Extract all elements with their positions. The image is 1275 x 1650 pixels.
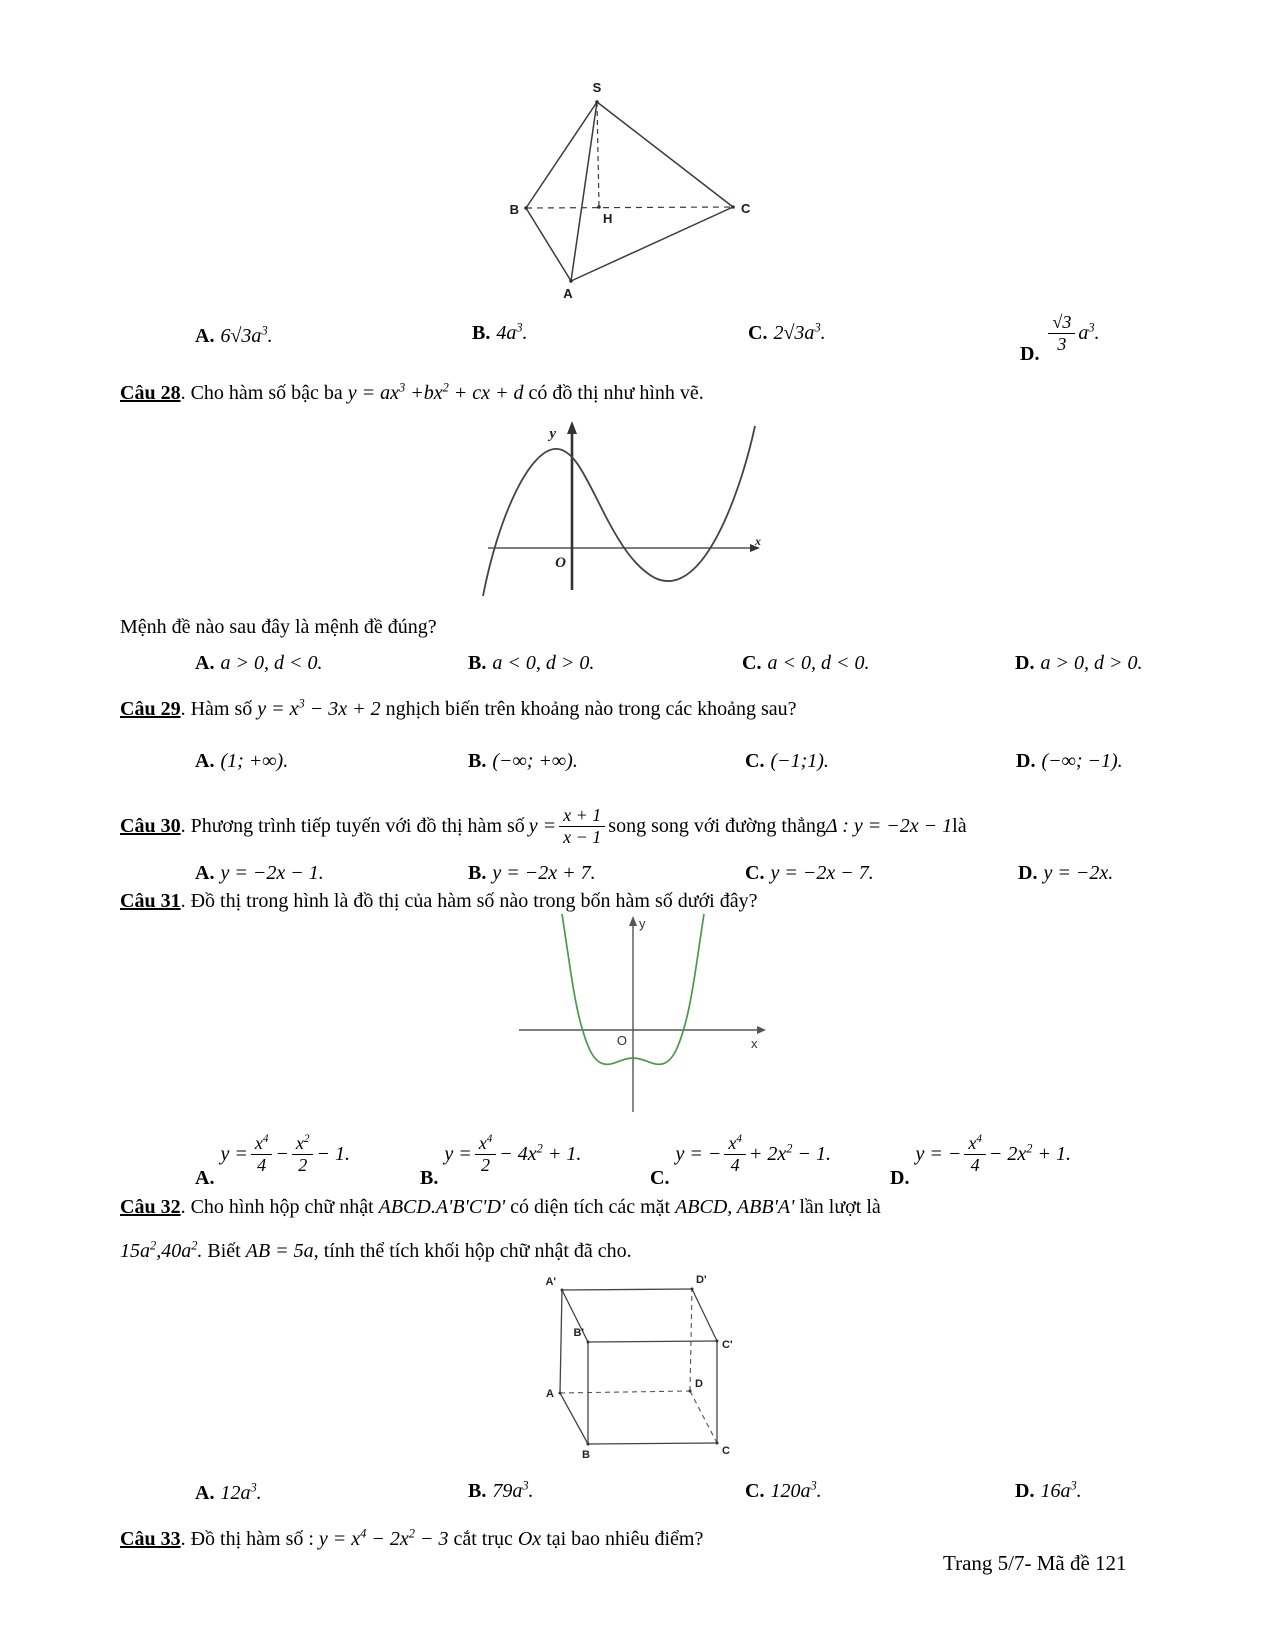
q32-option-c: C. $120a^3$. <box>745 1478 822 1502</box>
y-axis-arrow <box>567 421 577 434</box>
box-label-d: D <box>695 1378 703 1390</box>
fraction: $\frac{x^2}{2}$ <box>292 1133 314 1175</box>
quartic-graph-figure <box>505 912 775 1114</box>
fraction: $\frac{x^4}{4}$ <box>251 1133 273 1175</box>
q29-number: Câu 29 <box>120 698 181 720</box>
q28-option-b: B. a < 0, d > 0. <box>468 652 595 674</box>
q28-option-d: D. a > 0, d > 0. <box>1015 652 1143 674</box>
box-label-d1: D' <box>696 1274 707 1286</box>
q33-formula: $y = x^4 - 2x^2 - 3$ <box>318 1526 449 1550</box>
box-label-a1: A' <box>545 1276 556 1288</box>
q30-option-c: C. y = −2x − 7. <box>745 862 874 884</box>
pyramid-label-s: S <box>592 80 602 95</box>
quartic-y-label: y <box>639 916 646 931</box>
box-label-b: B <box>582 1449 590 1461</box>
box-dashed-edges <box>560 1289 717 1443</box>
q28-outro: có đồ thị như hình vẽ. <box>523 382 704 404</box>
q32-option-d: D. $16a^3$. <box>1015 1478 1082 1502</box>
q30-option-d: D. y = −2x. <box>1018 862 1114 884</box>
box-figure <box>512 1258 762 1463</box>
q29-option-d: D. (−∞; −1). <box>1016 750 1123 772</box>
pyramid-label-c: C <box>741 201 751 216</box>
q29-option-b: B. (−∞; +∞). <box>468 750 578 772</box>
box-vertex-dots <box>559 1288 719 1446</box>
q31-option-c: C. y = − $\frac{x^4}{4}$ + $2x^2 - 1$. <box>650 1132 831 1189</box>
q31-text: Câu 31. Đồ thị trong hình là đồ thị của hàm số nào trong bốn hàm số dưới đây? <box>120 890 758 912</box>
q30-text: Câu 30 . Phương trình tiếp tuyến với đồ thị hàm số y = $\frac{x + 1}{x - 1}$ song song với đường thẳng Δ : y = −2x − 1 là <box>120 804 967 847</box>
box-solid-edges <box>560 1289 717 1444</box>
q30-delta-line: Δ : y = −2x − 1 <box>825 814 953 837</box>
q28-text <box>120 382 704 405</box>
option-label: B. <box>472 322 491 344</box>
cubic-axes <box>488 430 750 590</box>
q29-text: Câu 29. Hàm số $y = x^3 - 3x + 2$ nghịch biến trên khoảng nào trong các khoảng sau? <box>120 696 797 720</box>
q27-option-b <box>472 322 528 345</box>
cubic-x-label: x <box>755 534 761 548</box>
q27-option-d <box>1020 300 1100 366</box>
fraction: $\frac{x + 1}{x - 1}$ <box>559 805 605 847</box>
option-label: C. <box>748 322 768 344</box>
quartic-origin-label: O <box>616 1033 627 1048</box>
q32-text-line2: $15a^2,40a^2$. Biết AB = 5a, tính thể tích khối hộp chữ nhật đã cho. <box>120 1238 632 1262</box>
q30-number: Câu 30 <box>120 814 181 837</box>
box-label-b1: B' <box>573 1327 584 1339</box>
option-label: A. <box>195 325 215 347</box>
q29-formula: $y = x^3 - 3x + 2$ <box>257 696 381 720</box>
q33-number: Câu 33 <box>120 1528 181 1550</box>
q28-option-a: A. a > 0, d < 0. <box>195 652 323 674</box>
pyramid-label-b: B <box>509 202 519 217</box>
q30-option-a: A. y = −2x − 1. <box>195 862 324 884</box>
cubic-y-label: y <box>549 426 556 442</box>
option-label: D. <box>1020 343 1040 365</box>
q33-text: Câu 33. Đồ thị hàm số : $y = x^4 - 2x^2 - 3$ cắt trục Ox tại bao nhiêu điểm? <box>120 1526 704 1550</box>
q32-text-line1: Câu 32. Cho hình hộp chữ nhật ABCD.A'B'C'D' có diện tích các mặt ABCD, ABB'A' lần lượt là <box>120 1196 881 1218</box>
q30-option-b: B. y = −2x + 7. <box>468 862 596 884</box>
q31-number: Câu 31 <box>120 890 181 912</box>
q28-number: Câu 28 <box>120 382 181 404</box>
q28-prompt: Mệnh đề nào sau đây là mệnh đề đúng? <box>120 616 437 638</box>
y-axis-arrow <box>629 916 637 926</box>
q32-option-a: A. $12a^3$. <box>195 1480 262 1504</box>
q28-formula: $y = ax^3 +bx^2$ + cx + d <box>347 380 524 404</box>
page-footer: Trang 5/7- Mã đề 121 <box>943 1551 1127 1575</box>
fraction: $\frac{√3}{3}$ <box>1048 312 1075 354</box>
q29-option-a: A. (1; +∞). <box>195 750 289 772</box>
q27-option-a <box>195 325 273 348</box>
option-text: $4a^3$. <box>496 320 528 344</box>
quartic-x-label: x <box>751 1036 758 1051</box>
q31-option-d: D. y = − $\frac{x^4}{4}$ − $2x^2 + 1$. <box>890 1132 1071 1189</box>
box-label-a: A <box>546 1388 554 1400</box>
quartic-axes <box>519 924 757 1112</box>
q28-option-c: C. a < 0, d < 0. <box>742 652 870 674</box>
pyramid-label-a: A <box>563 286 573 301</box>
q29-option-c: C. (−1;1). <box>745 750 829 772</box>
box-label-c: C <box>722 1445 730 1457</box>
option-text: $6√3a^3$. <box>220 323 273 347</box>
fraction: $\frac{x^4}{2}$ <box>475 1133 497 1175</box>
cubic-origin-label: O <box>555 555 566 571</box>
q31-option-a: A. y = $\frac{x^4}{4}$ − $\frac{x^2}{2}$ − 1. <box>195 1132 350 1189</box>
option-suffix: $a^3$. <box>1078 319 1100 344</box>
x-axis-arrow <box>757 1026 766 1034</box>
box-label-c1: C' <box>722 1339 733 1351</box>
cubic-graph-figure <box>458 418 763 593</box>
cubic-curve <box>483 426 755 596</box>
q28-intro: . Cho hàm số bậc ba <box>180 382 348 404</box>
fraction: $\frac{x^4}{4}$ <box>964 1133 986 1175</box>
pyramid-edges <box>526 102 733 281</box>
option-text: $2√3a^3$. <box>773 320 826 344</box>
pyramid-figure <box>475 65 775 300</box>
q32-option-b: B. $79a^3$. <box>468 1478 534 1502</box>
q32-number: Câu 32 <box>120 1196 181 1218</box>
pyramid-label-h: H <box>603 211 613 226</box>
q27-option-c <box>748 322 826 345</box>
q31-option-b: B. y = $\frac{x^4}{2}$ − $4x^2 + 1$. <box>420 1132 582 1189</box>
fraction: $\frac{x^4}{4}$ <box>724 1133 746 1175</box>
